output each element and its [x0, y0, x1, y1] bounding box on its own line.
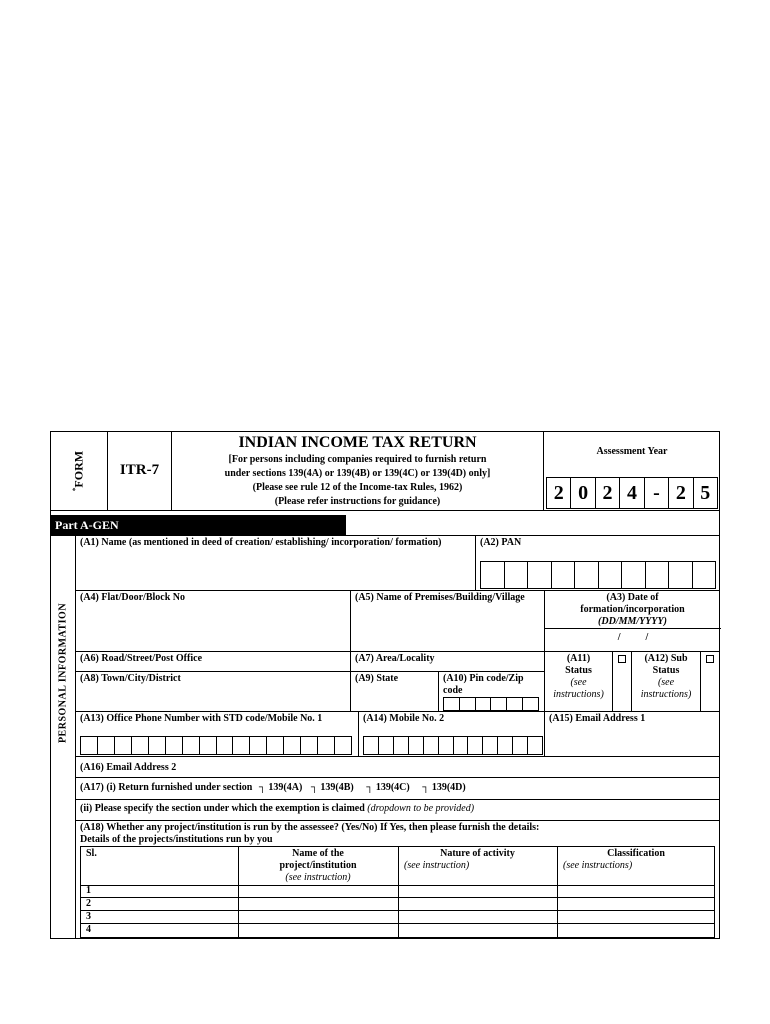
table-row[interactable] [80, 885, 715, 898]
a16-email-label: (A16) Email Address 2 [80, 762, 177, 773]
a11-label-4: instructions) [553, 689, 604, 700]
form-label: FORM [71, 450, 86, 488]
a17ii-row [80, 803, 474, 815]
side-label-column [50, 535, 76, 939]
col-class: Classification [607, 848, 665, 859]
subtitle-line-3: (Please see rule 12 of the Income-tax Rules, 1962) [252, 482, 463, 493]
a6-road-label: (A6) Road/Street/Post Office [80, 653, 203, 664]
a17ii-label: (ii) Please specify the section under which the exemption is claimed [80, 803, 365, 814]
option-139-4a[interactable]: ┐ 139(4A) [258, 782, 303, 793]
form-asterisk: * [71, 487, 80, 492]
col-name-line1: Name of the [292, 848, 344, 859]
pan-input-boxes[interactable] [480, 561, 716, 589]
table-row[interactable] [80, 924, 715, 937]
a9-cell [350, 671, 438, 711]
a3-format: (DD/MM/YYYY) [598, 616, 667, 627]
form-code: ITR-7 [108, 431, 172, 511]
a11-label-1: (A11) [566, 653, 591, 664]
a17-row [80, 782, 466, 794]
a17-label: (A17) (i) Return furnished under section [80, 782, 253, 793]
ay-digit: 0 [570, 477, 594, 509]
a11-checkbox-icon[interactable] [618, 655, 626, 663]
a13-phone-label: (A13) Office Phone Number with STD code/Mobile No. 1 [80, 713, 323, 724]
a18-label-1: (A18) Whether any project/institution is run by the assessee? (Yes/No) If Yes, then please furnish the details: [80, 822, 540, 833]
col-name-note: (see instruction) [285, 872, 351, 883]
ay-digit: 2 [595, 477, 619, 509]
ay-separator: - [644, 477, 668, 509]
row-number: 4 [86, 924, 91, 935]
a12-label-3: (see [657, 677, 675, 688]
option-139-4b-label: 139(4B) [320, 782, 354, 793]
part-a-gen-heading: Part A-GEN [50, 515, 346, 535]
col-class-note: (see instructions) [563, 860, 633, 871]
a17ii-dropdown[interactable]: (dropdown to be provided) [367, 803, 475, 814]
a12-checkbox-icon[interactable] [706, 655, 714, 663]
a11-status-dropdown[interactable] [612, 651, 632, 711]
a12-label-4: instructions) [640, 689, 692, 700]
a10-pincode-label: (A10) Pin code/Zip code [443, 673, 524, 696]
a11-label-3: (see [570, 677, 587, 688]
subtitle-line-1: [For persons including companies required to furnish return [228, 454, 487, 465]
table-row[interactable] [80, 911, 715, 924]
a14-mobile-label: (A14) Mobile No. 2 [363, 713, 445, 724]
a18-label-2: Details of the projects/institutions run by you [80, 834, 273, 845]
a12-label-1: (A12) Sub [644, 653, 688, 664]
a14-mobile-input-boxes[interactable] [363, 736, 543, 755]
option-139-4d-label: 139(4D) [431, 782, 466, 793]
a15-cell [544, 711, 720, 756]
ay-digit: 2 [668, 477, 692, 509]
a1-name-label: (A1) Name (as mentioned in deed of creation/ establishing/ incorporation/ formation) [80, 537, 442, 548]
pincode-input-boxes[interactable] [443, 697, 539, 711]
a7-area-label: (A7) Area/Locality [355, 653, 435, 664]
projects-table [80, 846, 715, 938]
col-class-header [557, 848, 715, 872]
col-name-header [238, 848, 398, 884]
itr7-form [50, 431, 720, 939]
subtitle-line-4: (Please refer instructions for guidance) [274, 496, 441, 507]
form-title: INDIAN INCOME TAX RETURN [238, 434, 477, 451]
subtitle-line-2: under sections 139(4A) or 139(4B) or 139(4C) or 139(4D) only] [224, 468, 491, 479]
col-name-line2: project/institution [279, 860, 357, 871]
title-cell [172, 431, 544, 511]
ay-digit: 2 [546, 477, 570, 509]
a10-cell [438, 671, 544, 711]
assessment-year-boxes [546, 477, 718, 509]
a4-flat-label: (A4) Flat/Door/Block No [80, 592, 185, 603]
a2-pan-cell [475, 535, 720, 590]
personal-information-label: PERSONAL INFORMATION [57, 602, 69, 744]
a7-cell [350, 651, 544, 671]
a5-premises-label: (A5) Name of Premises/Building/Village [355, 592, 525, 603]
a11-status-cell [544, 651, 612, 711]
option-139-4a-label: 139(4A) [268, 782, 303, 793]
a13-phone-input-boxes[interactable] [80, 736, 352, 755]
option-139-4c[interactable]: ┐ 139(4C) [366, 782, 410, 793]
a3-label-line1: (A3) Date of [606, 592, 659, 603]
col-nature-note: (see instruction) [404, 860, 470, 871]
row-number: 3 [86, 911, 91, 922]
ay-digit: 5 [693, 477, 718, 509]
assessment-year-cell [544, 431, 720, 511]
a12-substatus-cell [632, 651, 700, 711]
row-number: 2 [86, 898, 91, 909]
option-139-4c-label: 139(4C) [375, 782, 410, 793]
assessment-year-label: Assessment Year [596, 446, 668, 457]
a8-town-label: (A8) Town/City/District [80, 673, 181, 684]
col-nature-header [398, 848, 557, 872]
a3-label-line2: formation/incorporation [580, 604, 685, 615]
col-nature: Nature of activity [440, 848, 515, 859]
row-number: 1 [86, 885, 91, 896]
a15-email-label: (A15) Email Address 1 [549, 713, 646, 724]
option-139-4b[interactable]: ┐ 139(4B) [310, 782, 354, 793]
form-label-cell [50, 431, 108, 511]
a11-label-2: Status [565, 665, 592, 676]
a14-cell [358, 711, 544, 756]
a12-substatus-dropdown[interactable] [700, 651, 720, 711]
a2-pan-label: (A2) PAN [480, 537, 522, 548]
col-sl: Sl. [86, 848, 97, 859]
option-139-4d[interactable]: ┐ 139(4D) [422, 782, 466, 793]
table-row[interactable] [80, 898, 715, 911]
a3-date-cell [544, 590, 720, 651]
a9-state-label: (A9) State [355, 673, 399, 684]
a3-date-input[interactable]: / / [617, 632, 649, 643]
ay-digit: 4 [619, 477, 643, 509]
a5-cell [350, 590, 544, 651]
a12-label-2: Status [652, 665, 680, 676]
